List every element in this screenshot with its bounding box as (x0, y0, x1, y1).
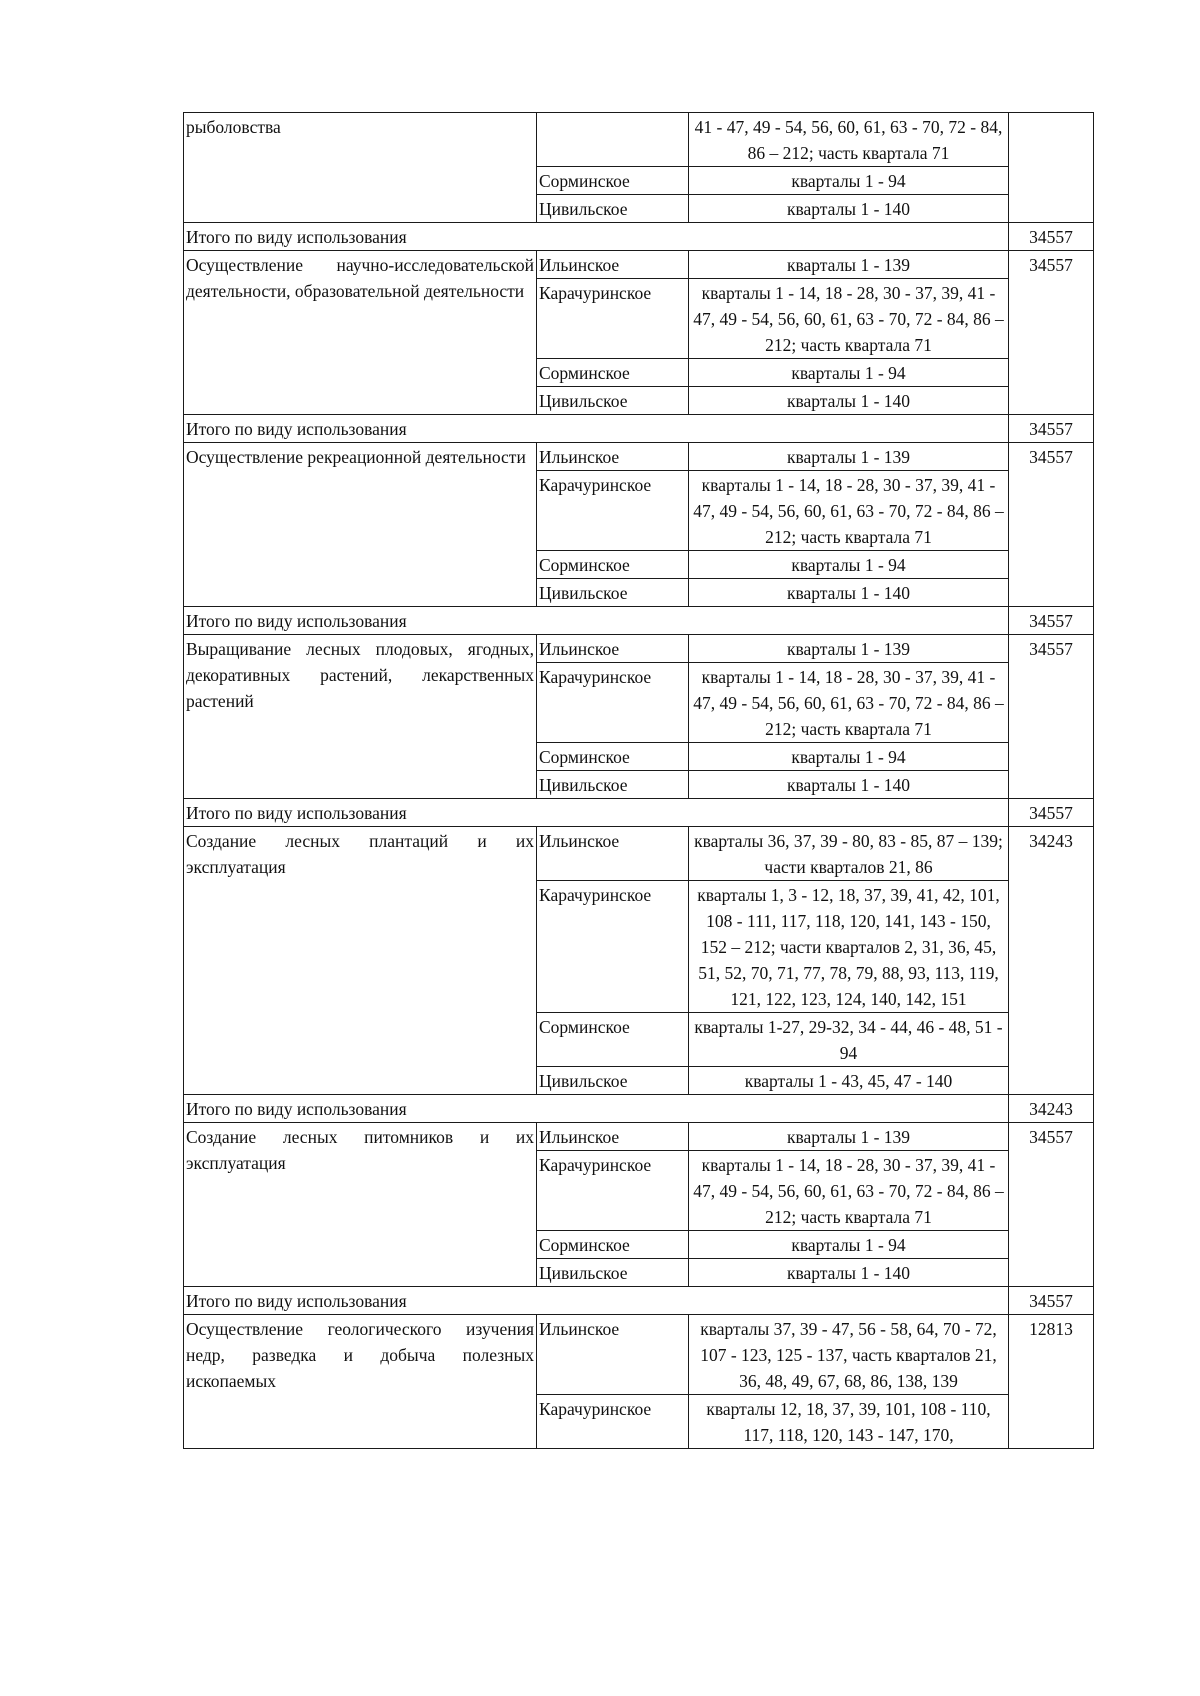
forestry-cell: Карачуринское (537, 663, 689, 743)
quarters-cell: кварталы 1 - 94 (689, 167, 1009, 195)
table-row (184, 1315, 1094, 1395)
quarters-cell: кварталы 1 - 14, 18 - 28, 30 - 37, 39, 41 - 47, 49 - 54, 56, 60, 61, 63 - 70, 72 - 84, 86 – 212; часть квартала 71 (689, 471, 1009, 551)
quarters-cell: кварталы 1 - 140 (689, 1259, 1009, 1287)
quarters-cell: кварталы 1-27, 29-32, 34 - 44, 46 - 48, 51 - 94 (689, 1013, 1009, 1067)
forestry-cell: Цивильское (537, 1259, 689, 1287)
quarters-cell: кварталы 1 - 139 (689, 1123, 1009, 1151)
total-value: 34557 (1009, 415, 1094, 443)
quarters-cell: кварталы 1 - 140 (689, 579, 1009, 607)
forestry-cell: Карачуринское (537, 1151, 689, 1231)
quarters-cell: кварталы 37, 39 - 47, 56 - 58, 64, 70 - 72, 107 - 123, 125 - 137, часть кварталов 21, 36, 48, 49, 67, 68, 86, 138, 139 (689, 1315, 1009, 1395)
table-row (184, 635, 1094, 663)
total-label: Итого по виду использования (184, 415, 1009, 443)
total-value: 34557 (1009, 223, 1094, 251)
forestry-cell: Ильинское (537, 251, 689, 279)
forestry-cell: Карачуринское (537, 881, 689, 1013)
forestry-cell (537, 113, 689, 167)
quarters-cell: кварталы 1 - 14, 18 - 28, 30 - 37, 39, 41 - 47, 49 - 54, 56, 60, 61, 63 - 70, 72 - 84, 86 – 212; часть квартала 71 (689, 1151, 1009, 1231)
quarters-cell: кварталы 1 - 43, 45, 47 - 140 (689, 1067, 1009, 1095)
quarters-cell: кварталы 12, 18, 37, 39, 101, 108 - 110, 117, 118, 120, 143 - 147, 170, (689, 1395, 1009, 1449)
forestry-cell: Сорминское (537, 359, 689, 387)
quarters-cell: кварталы 1 - 140 (689, 195, 1009, 223)
quarters-cell: кварталы 36, 37, 39 - 80, 83 - 85, 87 – 139; части кварталов 21, 86 (689, 827, 1009, 881)
total-label: Итого по виду использования (184, 1095, 1009, 1123)
quarters-cell: кварталы 1 - 140 (689, 387, 1009, 415)
quarters-cell: кварталы 1 - 139 (689, 635, 1009, 663)
total-value: 34557 (1009, 607, 1094, 635)
table-row (184, 251, 1094, 279)
forestry-cell: Карачуринское (537, 1395, 689, 1449)
total-value: 34243 (1009, 1095, 1094, 1123)
quarters-cell: кварталы 1 - 14, 18 - 28, 30 - 37, 39, 41 - 47, 49 - 54, 56, 60, 61, 63 - 70, 72 - 84, 86 – 212; часть квартала 71 (689, 663, 1009, 743)
total-row (184, 223, 1094, 251)
total-label: Итого по виду использования (184, 223, 1009, 251)
forestry-cell: Ильинское (537, 827, 689, 881)
forestry-cell: Карачуринское (537, 279, 689, 359)
area-cell: 12813 (1009, 1315, 1094, 1449)
total-label: Итого по виду использования (184, 1287, 1009, 1315)
forestry-cell: Ильинское (537, 443, 689, 471)
quarters-cell: кварталы 1 - 139 (689, 251, 1009, 279)
forestry-cell: Ильинское (537, 1315, 689, 1395)
area-cell: 34557 (1009, 635, 1094, 799)
area-cell: 34243 (1009, 827, 1094, 1095)
use-type-cell: рыболовства (184, 113, 537, 223)
area-cell: 34557 (1009, 251, 1094, 415)
total-row (184, 799, 1094, 827)
table-row (184, 113, 1094, 167)
use-type-cell: Осуществление рекреационной деятельности (184, 443, 537, 607)
forestry-cell: Цивильское (537, 1067, 689, 1095)
quarters-cell: кварталы 1 - 94 (689, 1231, 1009, 1259)
forestry-cell: Карачуринское (537, 471, 689, 551)
area-cell: 34557 (1009, 1123, 1094, 1287)
total-row (184, 1095, 1094, 1123)
area-cell: 34557 (1009, 443, 1094, 607)
quarters-cell: кварталы 1 - 14, 18 - 28, 30 - 37, 39, 41 - 47, 49 - 54, 56, 60, 61, 63 - 70, 72 - 84, 86 – 212; часть квартала 71 (689, 279, 1009, 359)
total-row (184, 1287, 1094, 1315)
area-cell (1009, 113, 1094, 223)
total-value: 34557 (1009, 1287, 1094, 1315)
quarters-cell: кварталы 1 - 140 (689, 771, 1009, 799)
forest-use-table (183, 112, 1094, 1449)
use-type-cell: Осуществление научно-исследовательской деятельности, образовательной деятельности (184, 251, 537, 415)
forestry-cell: Цивильское (537, 387, 689, 415)
total-row (184, 415, 1094, 443)
total-label: Итого по виду использования (184, 799, 1009, 827)
total-row (184, 607, 1094, 635)
forestry-cell: Цивильское (537, 771, 689, 799)
table-body (184, 113, 1094, 1449)
total-value: 34557 (1009, 799, 1094, 827)
forestry-cell: Ильинское (537, 635, 689, 663)
total-label: Итого по виду использования (184, 607, 1009, 635)
forestry-cell: Сорминское (537, 167, 689, 195)
forestry-cell: Сорминское (537, 743, 689, 771)
table-row (184, 1123, 1094, 1151)
use-type-cell: Создание лесных питомников и их эксплуатация (184, 1123, 537, 1287)
use-type-cell: Создание лесных плантаций и их эксплуатация (184, 827, 537, 1095)
quarters-cell: кварталы 1 - 139 (689, 443, 1009, 471)
forestry-cell: Цивильское (537, 195, 689, 223)
quarters-cell: кварталы 1 - 94 (689, 551, 1009, 579)
forestry-cell: Сорминское (537, 1231, 689, 1259)
forestry-cell: Ильинское (537, 1123, 689, 1151)
use-type-cell: Осуществление геологического изучения недр, разведка и добыча полезных ископаемых (184, 1315, 537, 1449)
forestry-cell: Сорминское (537, 1013, 689, 1067)
quarters-cell: кварталы 1 - 94 (689, 743, 1009, 771)
quarters-cell: 41 - 47, 49 - 54, 56, 60, 61, 63 - 70, 72 - 84, 86 – 212; часть квартала 71 (689, 113, 1009, 167)
quarters-cell: кварталы 1 - 94 (689, 359, 1009, 387)
quarters-cell: кварталы 1, 3 - 12, 18, 37, 39, 41, 42, 101, 108 - 111, 117, 118, 120, 141, 143 - 150, 152 – 212; части кварталов 2, 31, 36, 45, 51, 52, 70, 71, 77, 78, 79, 88, 93, 113, 119, 121, 122, 123, 124, 140, 142, 151 (689, 881, 1009, 1013)
table-row (184, 827, 1094, 881)
use-type-cell: Выращивание лесных плодовых, ягодных, декоративных растений, лекарственных растений (184, 635, 537, 799)
table-row (184, 443, 1094, 471)
forestry-cell: Цивильское (537, 579, 689, 607)
forestry-cell: Сорминское (537, 551, 689, 579)
